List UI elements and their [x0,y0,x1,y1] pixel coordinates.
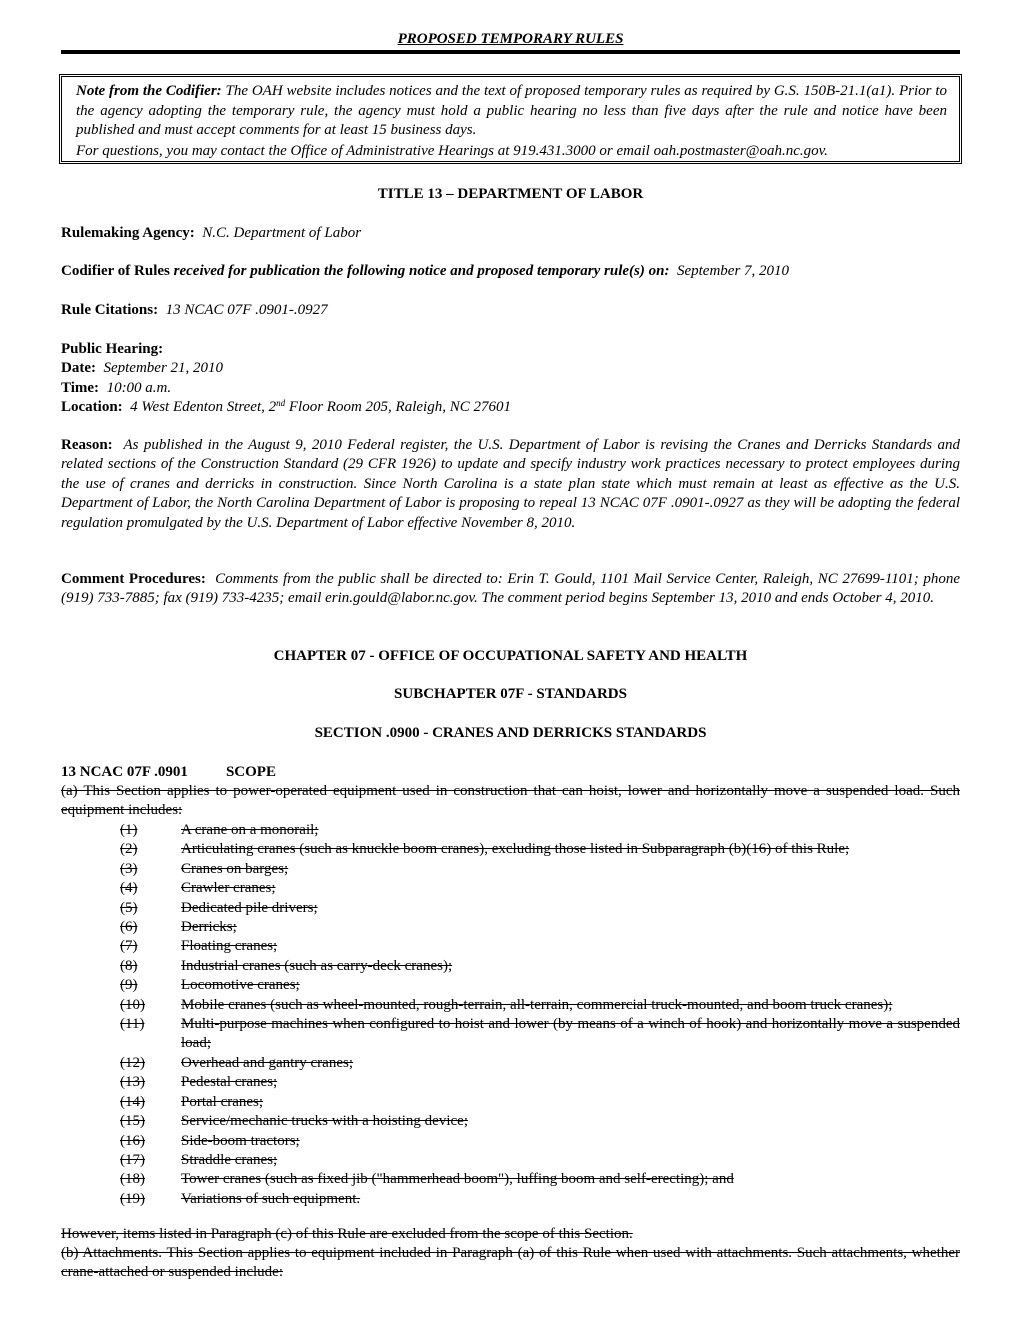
list-item-number: (1) [120,822,138,838]
list-item [61,937,960,956]
list-item [61,821,960,840]
list-item-text: Portal cranes; [181,1093,264,1110]
list-item-number: (11) [120,1016,145,1033]
hearing-label: Public Hearing: [61,341,164,357]
running-header: PROPOSED TEMPORARY RULES [397,31,624,47]
list-item-number: (15) [120,1113,145,1130]
note-paragraph [76,82,947,141]
list-item [61,1190,960,1209]
list-item-text: Mobile cranes (such as wheel-mounted, rough-terrain, all-terrain, commercial truck-mounted, and boom truck cranes); [181,996,893,1013]
list-item [61,1170,960,1189]
list-item-number: (16) [120,1132,145,1149]
however-sentence: However, items listed in Paragraph (c) of this Rule are excluded from the scope of this Section. [61,1226,633,1242]
citations-value: 13 NCAC 07F .0901-.0927 [165,302,328,318]
list-item [61,1093,960,1112]
list-item [61,860,960,879]
note-questions: For questions, you may contact the Office of Administrative Hearings at 919.431.3000 or email oah.postmaster@oah.nc.gov. [76,142,828,159]
list-item-number: (6) [120,919,138,936]
list-item [61,1015,960,1054]
public-hearing [61,340,960,418]
list-item [61,1132,960,1151]
list-item-text: Cranes on barges; [181,860,289,877]
list-item [61,918,960,937]
list-item-number: (8) [120,957,138,974]
list-item [61,1073,960,1092]
equipment-list [61,821,960,1209]
codifier-label: Codifier of Rules [61,263,170,279]
codifier-text: received for publication the following notice and proposed temporary rule(s) on: [173,263,670,279]
list-item [61,996,960,1015]
agency-label: Rulemaking Agency: [61,225,195,241]
list-item-number: (7) [120,938,138,955]
list-item-text: Straddle cranes; [181,1151,278,1168]
list-item-number: (2) [120,841,138,858]
list-item-number: (19) [120,1190,145,1207]
list-item-text: Locomotive cranes; [181,977,300,994]
section-heading: SECTION .0900 - CRANES AND DERRICKS STANDARDS [314,725,707,741]
list-item-number: (10) [120,996,145,1013]
list-item-text: Floating cranes; [181,938,278,955]
list-item-number: (18) [120,1171,145,1188]
hearing-date: Date: September 21, 2010 [61,360,224,377]
list-item [61,840,960,859]
rule-number: 13 NCAC 07F .0901 [61,764,188,780]
rule-citations [61,301,960,320]
comment-procedures [61,570,960,609]
list-item [61,1054,960,1073]
reason-text: As published in the August 9, 2010 Federal register, the U.S. Department of Labor is revising the Cranes and Derricks Standards and related sections of the Construction Standard (29 CFR 1926) to update and specify industry work practices necessary to protect employees during the use of cranes and derricks in construction. Since North Carolina is a state plan state which must remain at least as effective as the U.S. Department of Labor, the North Carolina Department of Labor is proposing to repeal 13 NCAC 07F .0901-.0927 as they will be adopting the federal regulation promulgated by the U.S. Department of Labor effective November 8, 2010. [61,437,960,531]
rule-heading [61,763,960,782]
hearing-time: Time: 10:00 a.m. [61,379,172,396]
list-item-text: Variations of such equipment. [181,1190,361,1207]
list-item-number: (9) [120,977,138,994]
codifier-received [61,262,960,281]
list-item-text: Side-boom tractors; [181,1132,300,1149]
chapter-heading: CHAPTER 07 - OFFICE OF OCCUPATIONAL SAFETY AND HEALTH [273,648,748,664]
list-item-text: Dedicated pile drivers; [181,899,318,916]
list-item-number: (14) [120,1093,145,1110]
list-item-text: Crawler cranes; [181,880,276,897]
codifier-date: September 7, 2010 [676,263,790,279]
list-item-text: Derricks; [181,919,237,936]
list-item-text: Pedestal cranes; [181,1074,278,1091]
rulemaking-agency [61,224,960,243]
title-heading: TITLE 13 – DEPARTMENT OF LABOR [377,186,644,202]
reason-paragraph [61,436,960,533]
list-item-number: (12) [120,1054,145,1071]
list-item-text: Overhead and gantry cranes; [181,1054,354,1071]
list-item-number: (13) [120,1074,145,1091]
rule-name: SCOPE [225,764,276,780]
reason-label: Reason: [61,437,113,453]
list-item-text: Tower cranes (such as fixed jib ("hammerhead boom"), luffing boom and self-erecting); and [181,1171,734,1188]
list-item-number: (17) [120,1151,145,1168]
list-item-number: (5) [120,899,138,916]
subchapter-heading: SUBCHAPTER 07F - STANDARDS [394,686,627,702]
list-item [61,976,960,995]
list-item-text: Multi-purpose machines when configured to hoist and lower (by means of a winch of hook) and horizontally move a suspended load; [181,1016,960,1052]
citations-label: Rule Citations: [61,302,159,318]
list-item [61,957,960,976]
comment-label: Comment Procedures: [61,571,206,587]
hearing-location: Location: 4 West Edenton Street, 2nd Floor Room 205, Raleigh, NC 27601 [61,398,511,416]
note-text: The OAH website includes notices and the text of proposed temporary rules as required by G.S. 150B-21.1(a1). Prior to the agency adopting the temporary rule, the agency must hold a public hearing no less than five days after the rule and notice have been published and must accept comments for at least 15 business days. [76,83,947,138]
comment-text: Comments from the public shall be directed to: Erin T. Gould, 1101 Mail Service Center, Raleigh, NC 27699-1101; phone (919) 733-7885; fax (919) 733-4235; email erin.gould@labor.nc.gov. The comment period begins September 13, 2010 and ends October 4, 2010. [61,571,961,607]
header-rule [61,50,960,54]
list-item-number: (3) [120,860,138,877]
codifier-note-box [59,74,962,164]
list-item [61,1112,960,1131]
agency-value: N.C. Department of Labor [202,225,362,241]
list-item-text: A crane on a monorail; [181,822,319,838]
list-item [61,879,960,898]
list-item-text: Industrial cranes (such as carry-deck cranes); [181,957,453,974]
list-item [61,1151,960,1170]
paragraph-b: (b) Attachments. This Section applies to equipment included in Paragraph (a) of this Rule when used with attachments. Such attachments, whether crane-attached or suspended include: [61,1245,960,1281]
list-item [61,899,960,918]
note-label: Note from the Codifier: [76,83,222,99]
list-item-number: (4) [120,880,138,897]
list-item-text: Articulating cranes (such as knuckle boom cranes), excluding those listed in Subparagraph (b)(16) of this Rule; [181,841,850,858]
paragraph-a: (a) This Section applies to power-operated equipment used in construction that can hoist, lower and horizontally move a suspended load. Such equipment includes: [61,783,960,819]
list-item-text: Service/mechanic trucks with a hoisting device; [181,1113,468,1130]
